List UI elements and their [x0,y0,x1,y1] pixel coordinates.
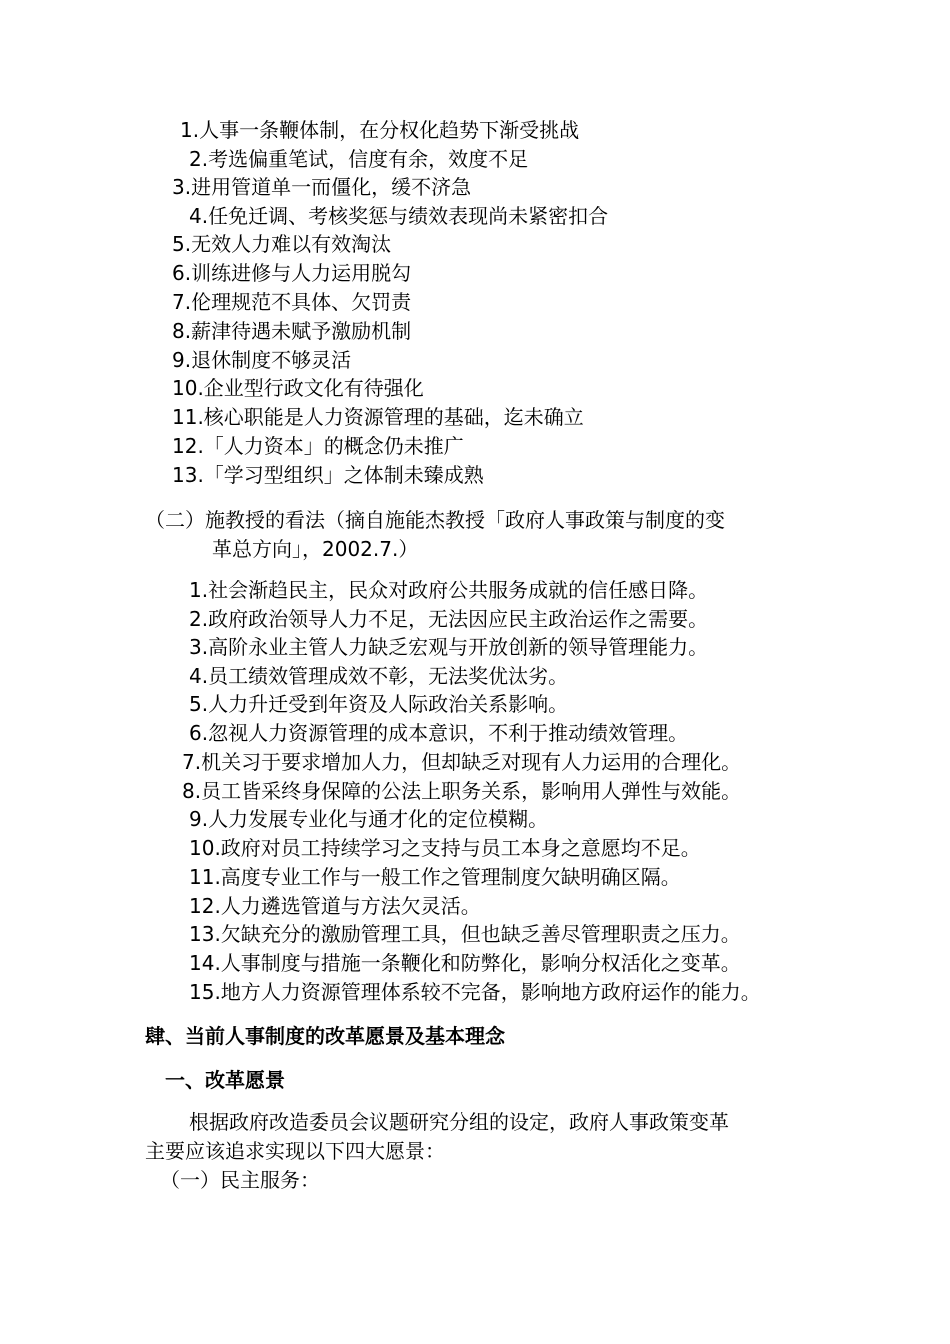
main-heading: 肆、当前人事制度的改革愿景及基本理念 [145,1024,505,1048]
list-item: 6.训练进修与人力运用脱勾 [172,261,412,285]
paragraph-line-2: 主要应该追求实现以下四大愿景： [145,1139,445,1163]
list-item: 8.薪津待遇未赋予激励机制 [172,319,412,343]
list-item: 2.考选偏重笔试，信度有余，效度不足 [189,147,529,171]
list-item: 1.人事一条鞭体制，在分权化趋势下渐受挑战 [180,118,580,142]
list-item: 11.核心职能是人力资源管理的基础，迄未确立 [172,405,584,429]
list-item: （一）民主服务： [160,1168,320,1192]
list-item: 9.人力发展专业化与通才化的定位模糊。 [189,807,549,831]
list-item: 13.「学习型组织」之体制未臻成熟 [172,463,484,487]
list-item: 14.人事制度与措施一条鞭化和防弊化，影响分权活化之变革。 [189,951,741,975]
list-item: 5.人力升迁受到年资及人际政治关系影响。 [189,692,569,716]
list-item: 1.社会渐趋民主，民众对政府公共服务成就的信任感日降。 [189,578,709,602]
list-item: 12.人力遴选管道与方法欠灵活。 [189,894,481,918]
list-item: 10.政府对员工持续学习之支持与员工本身之意愿均不足。 [189,836,701,860]
list-item: 15.地方人力资源管理体系较不完备，影响地方政府运作的能力。 [189,980,761,1004]
list-item: 3.高阶永业主管人力缺乏宏观与开放创新的领导管理能力。 [189,635,709,659]
list-item: 12.「人力资本」的概念仍未推广 [172,434,464,458]
list-item: 6.忽视人力资源管理的成本意识，不利于推动绩效管理。 [189,721,689,745]
list-item: 7.机关习于要求增加人力，但却缺乏对现有人力运用的合理化。 [182,750,742,774]
list-item: 13.欠缺充分的激励管理工具，但也缺乏善尽管理职责之压力。 [189,922,741,946]
list-item: 11.高度专业工作与一般工作之管理制度欠缺明确区隔。 [189,865,681,889]
list-item: 8.员工皆采终身保障的公法上职务关系，影响用人弹性与效能。 [182,779,742,803]
paragraph-line-1: 根据政府改造委员会议题研究分组的设定，政府人事政策变革 [189,1110,729,1134]
list-item: 7.伦理规范不具体、欠罚责 [172,290,412,314]
list-item: 10.企业型行政文化有待强化 [172,376,424,400]
list-item: 2.政府政治领导人力不足，无法因应民主政治运作之需要。 [189,607,709,631]
list-item: 9.退休制度不够灵活 [172,348,352,372]
section-heading-line-1: （二）施教授的看法（摘自施能杰教授「政府人事政策与制度的变 [145,508,725,532]
section-heading-line-2: 革总方向」，2002.7.） [212,537,419,561]
list-item: 4.任免迁调、考核奖惩与绩效表现尚未紧密扣合 [189,204,609,228]
list-item: 3.进用管道单一而僵化，缓不济急 [172,175,472,199]
list-item: 4.员工绩效管理成效不彰，无法奖优汰劣。 [189,664,569,688]
sub-heading: 一、改革愿景 [165,1068,285,1092]
list-item: 5.无效人力难以有效淘汰 [172,232,392,256]
